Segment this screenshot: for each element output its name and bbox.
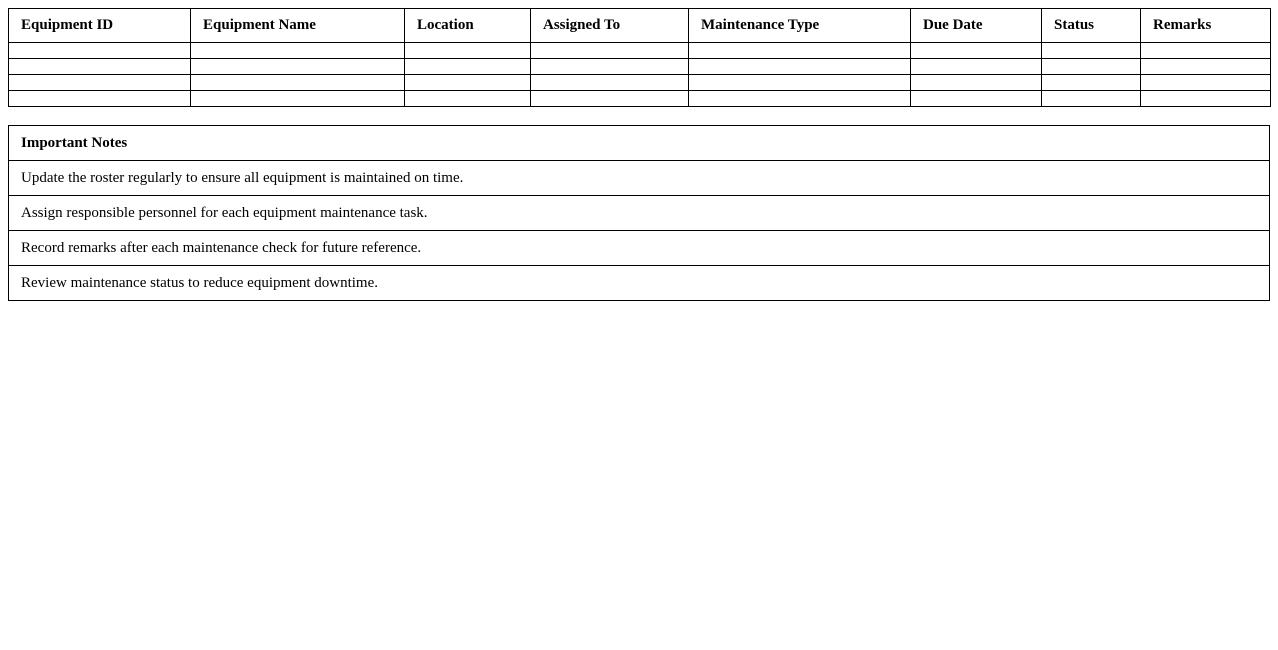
notes-title: Important Notes (9, 126, 1270, 161)
list-item (9, 196, 1270, 231)
table-cell[interactable] (9, 75, 191, 91)
column-header-assigned-to: Assigned To (531, 9, 689, 43)
table-cell[interactable] (1141, 43, 1271, 59)
table-cell[interactable] (911, 59, 1042, 75)
table-row (9, 75, 1271, 91)
column-header-location: Location (405, 9, 531, 43)
list-item (9, 266, 1270, 301)
table-cell[interactable] (1141, 91, 1271, 107)
note-text: Record remarks after each maintenance check for future reference. (9, 231, 1270, 266)
column-header-equipment-name: Equipment Name (191, 9, 405, 43)
table-cell[interactable] (405, 91, 531, 107)
table-cell[interactable] (1141, 75, 1271, 91)
table-cell[interactable] (689, 75, 911, 91)
column-header-equipment-id: Equipment ID (9, 9, 191, 43)
table-cell[interactable] (191, 91, 405, 107)
table-cell[interactable] (405, 59, 531, 75)
table-cell[interactable] (1042, 59, 1141, 75)
table-cell[interactable] (531, 75, 689, 91)
table-cell[interactable] (1042, 91, 1141, 107)
note-text: Assign responsible personnel for each equipment maintenance task. (9, 196, 1270, 231)
table-cell[interactable] (1042, 75, 1141, 91)
note-text: Update the roster regularly to ensure all equipment is maintained on time. (9, 161, 1270, 196)
page (0, 0, 1278, 301)
table-row (9, 43, 1271, 59)
table-header-row (9, 9, 1271, 43)
table-cell[interactable] (191, 59, 405, 75)
table-cell[interactable] (689, 91, 911, 107)
list-item (9, 161, 1270, 196)
table-cell[interactable] (405, 43, 531, 59)
table-cell[interactable] (405, 75, 531, 91)
table-cell[interactable] (191, 75, 405, 91)
maintenance-roster-table (8, 8, 1271, 107)
table-cell[interactable] (531, 43, 689, 59)
table-cell[interactable] (911, 75, 1042, 91)
table-cell[interactable] (9, 91, 191, 107)
table-row (9, 59, 1271, 75)
table-cell[interactable] (531, 59, 689, 75)
table-cell[interactable] (689, 43, 911, 59)
table-cell[interactable] (531, 91, 689, 107)
table-cell[interactable] (9, 43, 191, 59)
column-header-status: Status (1042, 9, 1141, 43)
list-item (9, 231, 1270, 266)
table-cell[interactable] (1141, 59, 1271, 75)
column-header-maintenance-type: Maintenance Type (689, 9, 911, 43)
table-cell[interactable] (689, 59, 911, 75)
column-header-remarks: Remarks (1141, 9, 1271, 43)
column-header-due-date: Due Date (911, 9, 1042, 43)
note-text: Review maintenance status to reduce equipment downtime. (9, 266, 1270, 301)
table-row (9, 91, 1271, 107)
notes-header-row (9, 126, 1270, 161)
important-notes-table (8, 125, 1270, 301)
table-cell[interactable] (191, 43, 405, 59)
table-cell[interactable] (911, 43, 1042, 59)
table-cell[interactable] (1042, 43, 1141, 59)
table-cell[interactable] (911, 91, 1042, 107)
table-cell[interactable] (9, 59, 191, 75)
